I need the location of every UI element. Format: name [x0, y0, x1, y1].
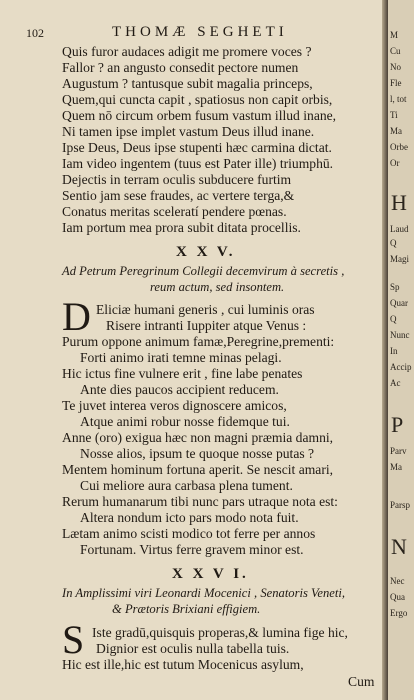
verse-line: Conatus meritas sceleratí pendere pœnas. [62, 204, 287, 219]
adjacent-text: P [391, 412, 404, 437]
adjacent-text: Magi [390, 254, 409, 264]
adjacent-page-edge [388, 0, 414, 700]
verse-line: Eliciæ humani generis , cui luminis oras [96, 302, 315, 317]
running-title: THOMÆ SEGHETI [112, 24, 288, 40]
verse-line: Hic est ille,hic est tutum Mocenicus asylum, [62, 657, 304, 672]
adjacent-text: Ma [390, 462, 402, 472]
adjacent-text: Sp [390, 282, 400, 292]
verse-line: Iam video ingentem (tuus est Pater ille) triumphū. [62, 156, 334, 171]
adjacent-text: Accip [390, 362, 412, 372]
adjacent-text: Fle [390, 78, 402, 88]
adjacent-text: Ergo [390, 608, 408, 618]
section-number: X X V. [176, 244, 236, 260]
verse-line: Rerum humanarum tibi nunc pars utraque nota est: [62, 494, 338, 509]
adjacent-text: No [390, 62, 401, 72]
adjacent-text: H [391, 190, 407, 215]
section-title: Ad Petrum Peregrinum Collegii decemvirum à secretis , [62, 264, 345, 278]
adjacent-text: Ac [390, 378, 401, 388]
verse-line: Atque animi robur nosse fidemque tui. [80, 414, 290, 429]
verse-line: Ni tamen ipse implet vastum Deus illud inane. [62, 124, 315, 139]
verse-line: Forti animo irati temne minas pelagi. [80, 350, 282, 365]
verse-line: Ipse Deus, Deus ipse stupenti hæc carmina dictat. [62, 140, 332, 155]
adjacent-text: Orbe [390, 142, 408, 152]
verse-line: Te juvet interea veros dignoscere amicos, [62, 398, 287, 413]
adjacent-text: Parsp [390, 500, 410, 510]
adjacent-text: Ti [390, 110, 398, 120]
verse-line: Quis furor audaces adigit me promere voces ? [62, 44, 312, 59]
verse-line: Anne (oro) exigua hæc non magni præmia damni, [62, 430, 334, 445]
section-number: X X V I. [172, 566, 249, 582]
adjacent-text: Cu [390, 46, 401, 56]
adjacent-text: l, tot [390, 94, 407, 104]
adjacent-text: In [390, 346, 398, 356]
verse-line: Sentio jam sese fraudes, ac vertere terga,& [62, 188, 295, 203]
adjacent-text: Nec [390, 576, 405, 586]
verse-line: Purum oppone animum famæ,Peregrine,prementi: [62, 334, 335, 349]
verse-line: Fallor ? an angusto consedit pectore numen [62, 60, 299, 75]
section-title: In Amplissimi viri Leonardi Mocenici , Senatoris Veneti, [62, 586, 345, 600]
adjacent-text: Or [390, 158, 400, 168]
verse-line: Mentem hominum fortuna aperit. Se nescit amari, [62, 462, 334, 477]
verse-line: Iste gradū,quisquis properas,& lumina fige hic, [92, 625, 348, 640]
adjacent-text: M [390, 30, 399, 40]
adjacent-text: Nunc [390, 330, 410, 340]
adjacent-text: Q [390, 238, 397, 248]
section-title: reum actum, sed insontem. [150, 280, 285, 294]
adjacent-text: Qua [390, 592, 405, 602]
verse-line: Dejectis in terram oculis subducere furtim [62, 172, 292, 187]
verse-line: Hic ictus fine vulnere erit , fine labe penates [62, 366, 303, 381]
verse-line: Fortunam. Virtus ferre gravem minor est. [80, 542, 304, 557]
adjacent-text: Parv [390, 446, 407, 456]
verse-line: Quem nō circum orbem fusum vastum illud inane, [62, 108, 337, 123]
adjacent-text: Ma [390, 126, 402, 136]
adjacent-text: Q [390, 314, 397, 324]
verse-line: Lætam animo scisti modico tot ferre per annos [62, 526, 316, 541]
verse-line: Risere intranti Iuppiter atque Venus : [106, 318, 307, 333]
verse-line: Iam portum mea prora subit ditata procellis. [62, 220, 301, 235]
page-number: 102 [26, 26, 44, 40]
adjacent-text: Quar [390, 298, 408, 308]
verse-line: Altera nondum icto pars modo nota fuit. [80, 510, 299, 525]
adjacent-text: N [391, 534, 407, 559]
section-title: & Prætoris Brixiani effigiem. [112, 602, 261, 616]
verse-line: Nosse alios, ipsum te quoque nosse putas ? [80, 446, 315, 461]
verse-line: Dignior est oculis nulla tabella tuis. [96, 641, 290, 656]
verse-line: Cui meliore aura carbasa plena tument. [80, 478, 293, 493]
drop-capital: D [62, 294, 91, 339]
catchword: Cum [348, 674, 375, 689]
verse-line: Quem,qui cuncta capit , spatiosus non capit orbis, [62, 92, 333, 107]
adjacent-text: Laud [390, 224, 409, 234]
drop-capital: S [62, 617, 85, 662]
verse-line: Augustum ? tantusque subit magalia princeps, [62, 76, 313, 91]
verse-line: Ante dies paucos accipient reducem. [80, 382, 279, 397]
